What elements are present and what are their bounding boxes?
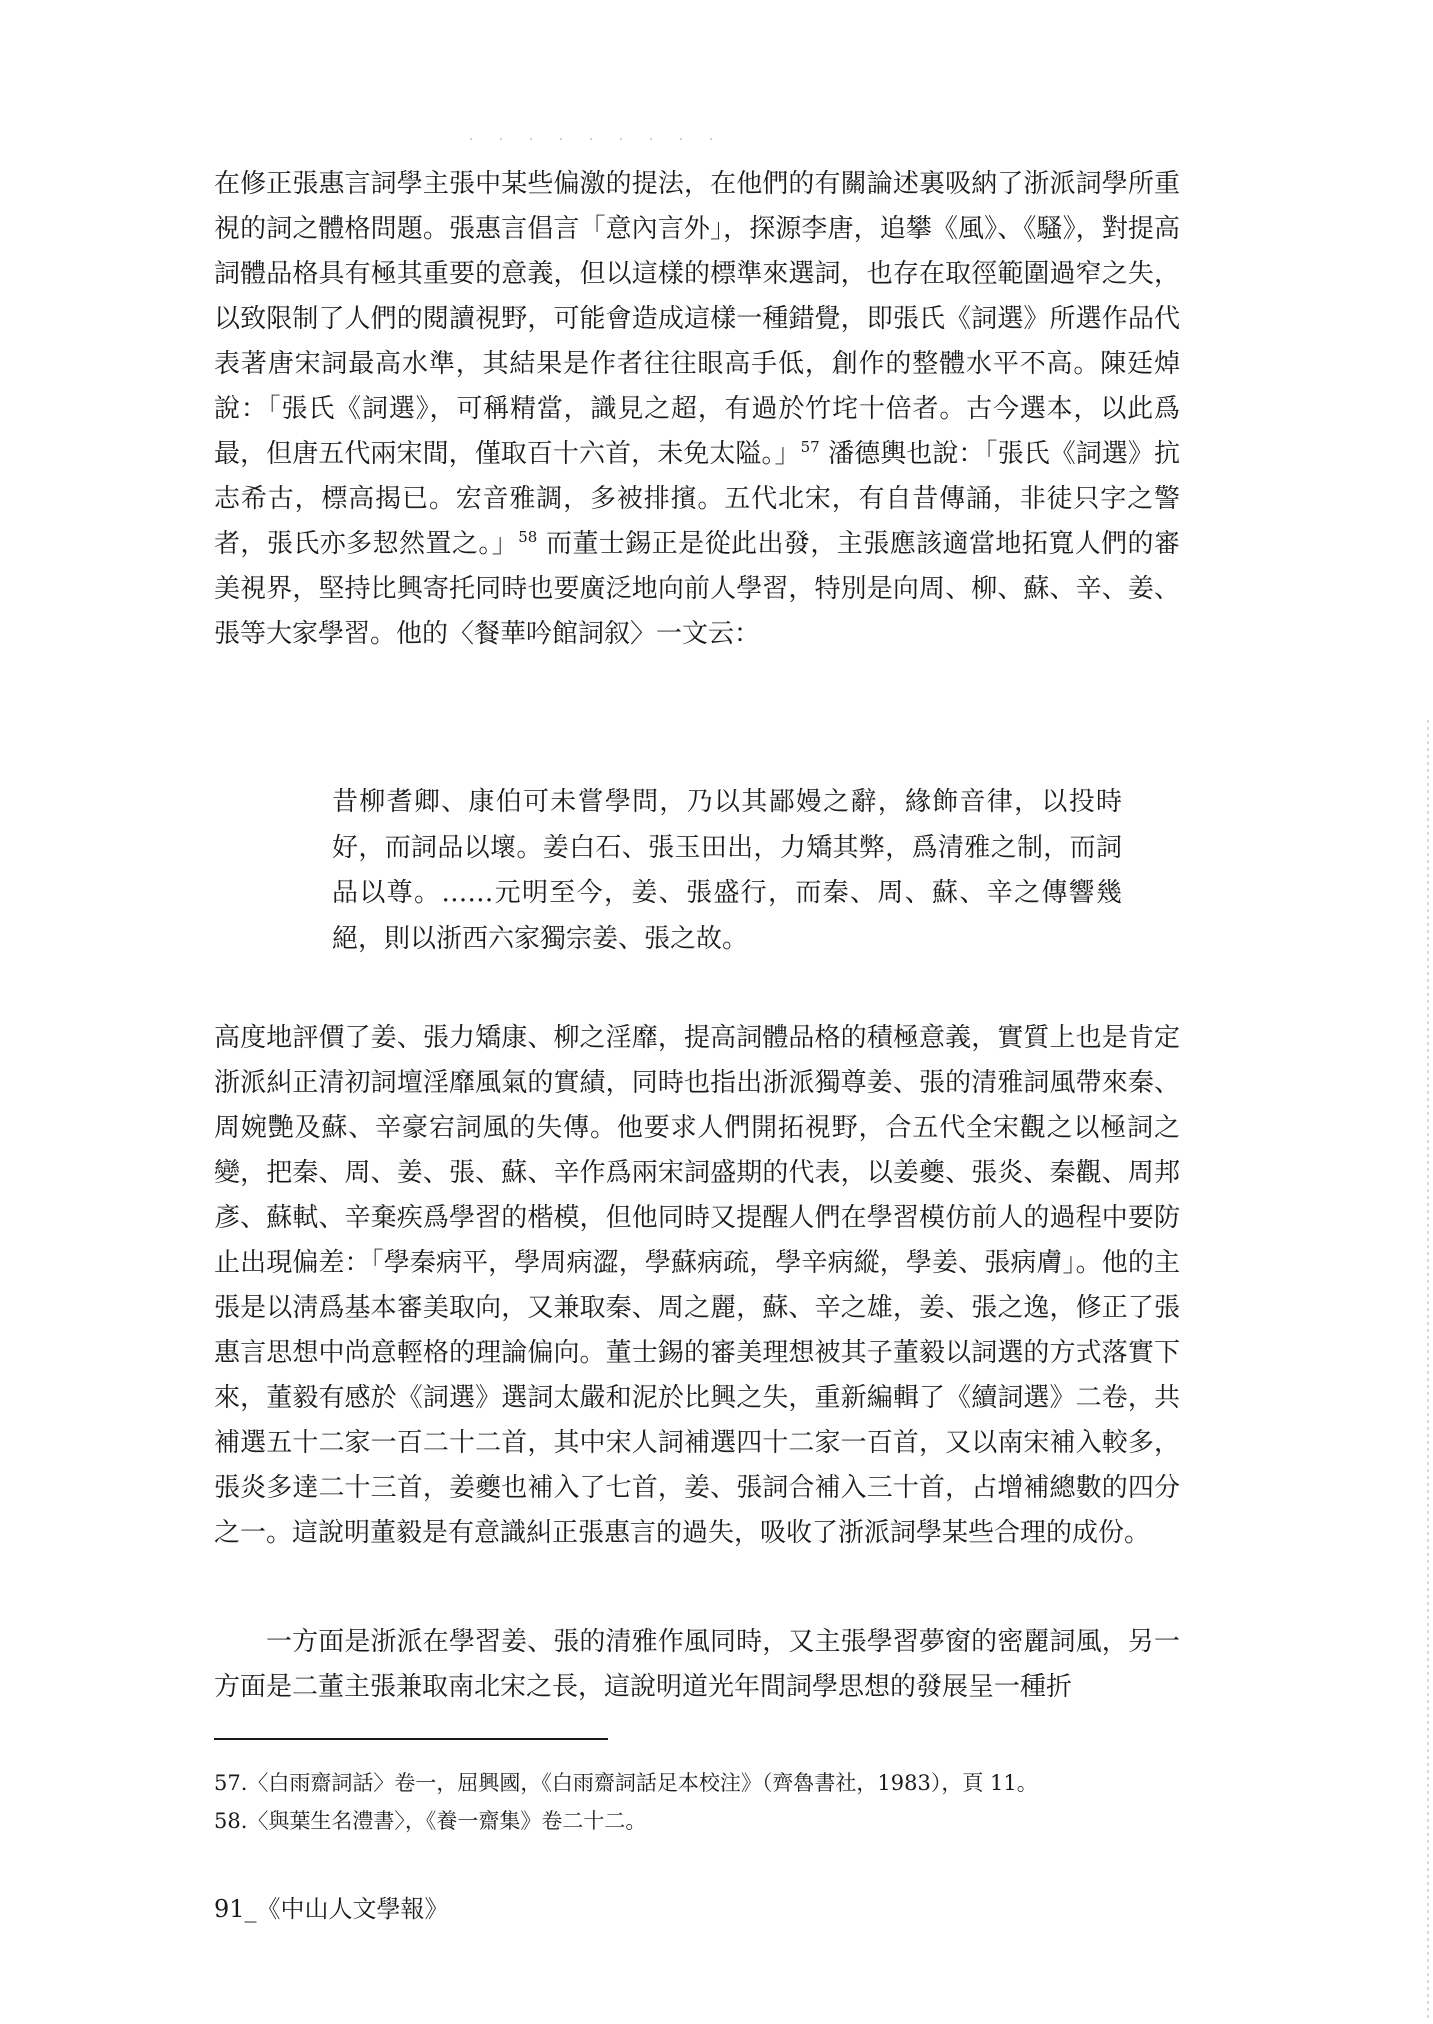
block-quote: 昔柳耆卿、康伯可未嘗學問，乃以其鄙嫚之辭，緣飾音律，以投時好，而詞品以壞。姜白石、張玉田出，力矯其弊，爲清雅之制，而詞品以尊。……元明至今，姜、張盛行，而秦、周、蘇、辛之傳響幾絕，則以浙西六家獨宗姜、張之故。 [332, 787, 1122, 954]
body-paragraph-1 [214, 162, 1180, 657]
scan-artifact-dots [470, 138, 740, 140]
footnote-ref-57[interactable]: 57 [800, 438, 820, 456]
footnote-57: 57.〈白雨齋詞話〉卷一，屈興國，《白雨齋詞話足本校注》（齊魯書社，1983），頁 11。 [214, 1771, 1038, 1795]
paragraph-1-text-b: 潘德輿也說：「張氏《詞選》抗志希古，標高揭已。宏音雅調，多被排擯。五代北宋，有自昔傳誦，非徒只字之警者，張氏亦多恝然置之。」 [214, 439, 1180, 559]
body-paragraph-2: 高度地評價了姜、張力矯康、柳之淫靡，提高詞體品格的積極意義，實質上也是肯定浙派糾正清初詞壇淫靡風氣的實績，同時也指出浙派獨尊姜、張的清雅詞風帶來秦、周婉艷及蘇、辛豪宕詞風的失傳。他要求人們開拓視野，合五代全宋觀之以極詞之變，把秦、周、姜、張、蘇、辛作爲兩宋詞盛期的代表，以姜夔、張炎、秦觀、周邦彥、蘇軾、辛棄疾爲學習的楷模，但他同時又提醒人們在學習模仿前人的過程中要防止出現偏差：「學秦病平，學周病澀，學蘇病疏，學辛病縱，學姜、張病膚」。他的主張是以淸爲基本審美取向，又兼取秦、周之麗，蘇、辛之雄，姜、張之逸，修正了張惠言思想中尚意輕格的理論偏向。董士錫的審美理想被其子董毅以詞選的方式落實下來，董毅有感於《詞選》選詞太嚴和泥於比興之失，重新編輯了《續詞選》二卷，共補選五十二家一百二十二首，其中宋人詞補選四十二家一百首，又以南宋補入較多，張炎多達二十三首，姜夔也補入了七首，姜、張詞合補入三十首，占增補總數的四分之一。這說明董毅是有意識糾正張惠言的過失，吸收了浙派詞學某些合理的成份。 [214, 1023, 1180, 1548]
page-folio: 91_《中山人文學報》 [214, 1895, 449, 1923]
body-paragraph-3: 一方面是浙派在學習姜、張的清雅作風同時，又主張學習夢窗的密麗詞風，另一方面是二董主張兼取南北宋之長，這說明道光年間詞學思想的發展呈一種折 [214, 1627, 1180, 1702]
scan-artifact-edge [1427, 720, 1429, 2020]
paragraph-1-text-a: 在修正張惠言詞學主張中某些偏激的提法，在他們的有關論述裏吸納了浙派詞學所重視的詞之體格問題。張惠言倡言「意內言外」，探源李唐，追攀《風》、《騷》，對提高詞體品格具有極其重要的意義，但以這樣的標準來選詞，也存在取徑範圍過窄之失，以致限制了人們的閱讀視野，可能會造成這樣一種錯覺，即張氏《詞選》所選作品代表著唐宋詞最高水準，其結果是作者往往眼高手低，創作的整體水平不高。陳廷焯說：「張氏《詞選》，可稱精當，識見之超，有過於竹垞十倍者。古今選本，以此爲最，但唐五代兩宋間，僅取百十六首，未免太隘。」 [214, 169, 1180, 469]
footnote-separator [214, 1738, 608, 1740]
footnote-ref-58[interactable]: 58 [518, 528, 538, 546]
paragraph-1-text-c: 而董士錫正是從此出發，主張應該適當地拓寬人們的審美視界，堅持比興寄托同時也要廣泛地向前人學習，特別是向周、柳、蘇、辛、姜、張等大家學習。他的〈餐華吟館詞叙〉一文云： [214, 529, 1180, 649]
footnote-58: 58.〈與葉生名澧書〉，《養一齋集》卷二十二。 [214, 1809, 647, 1833]
